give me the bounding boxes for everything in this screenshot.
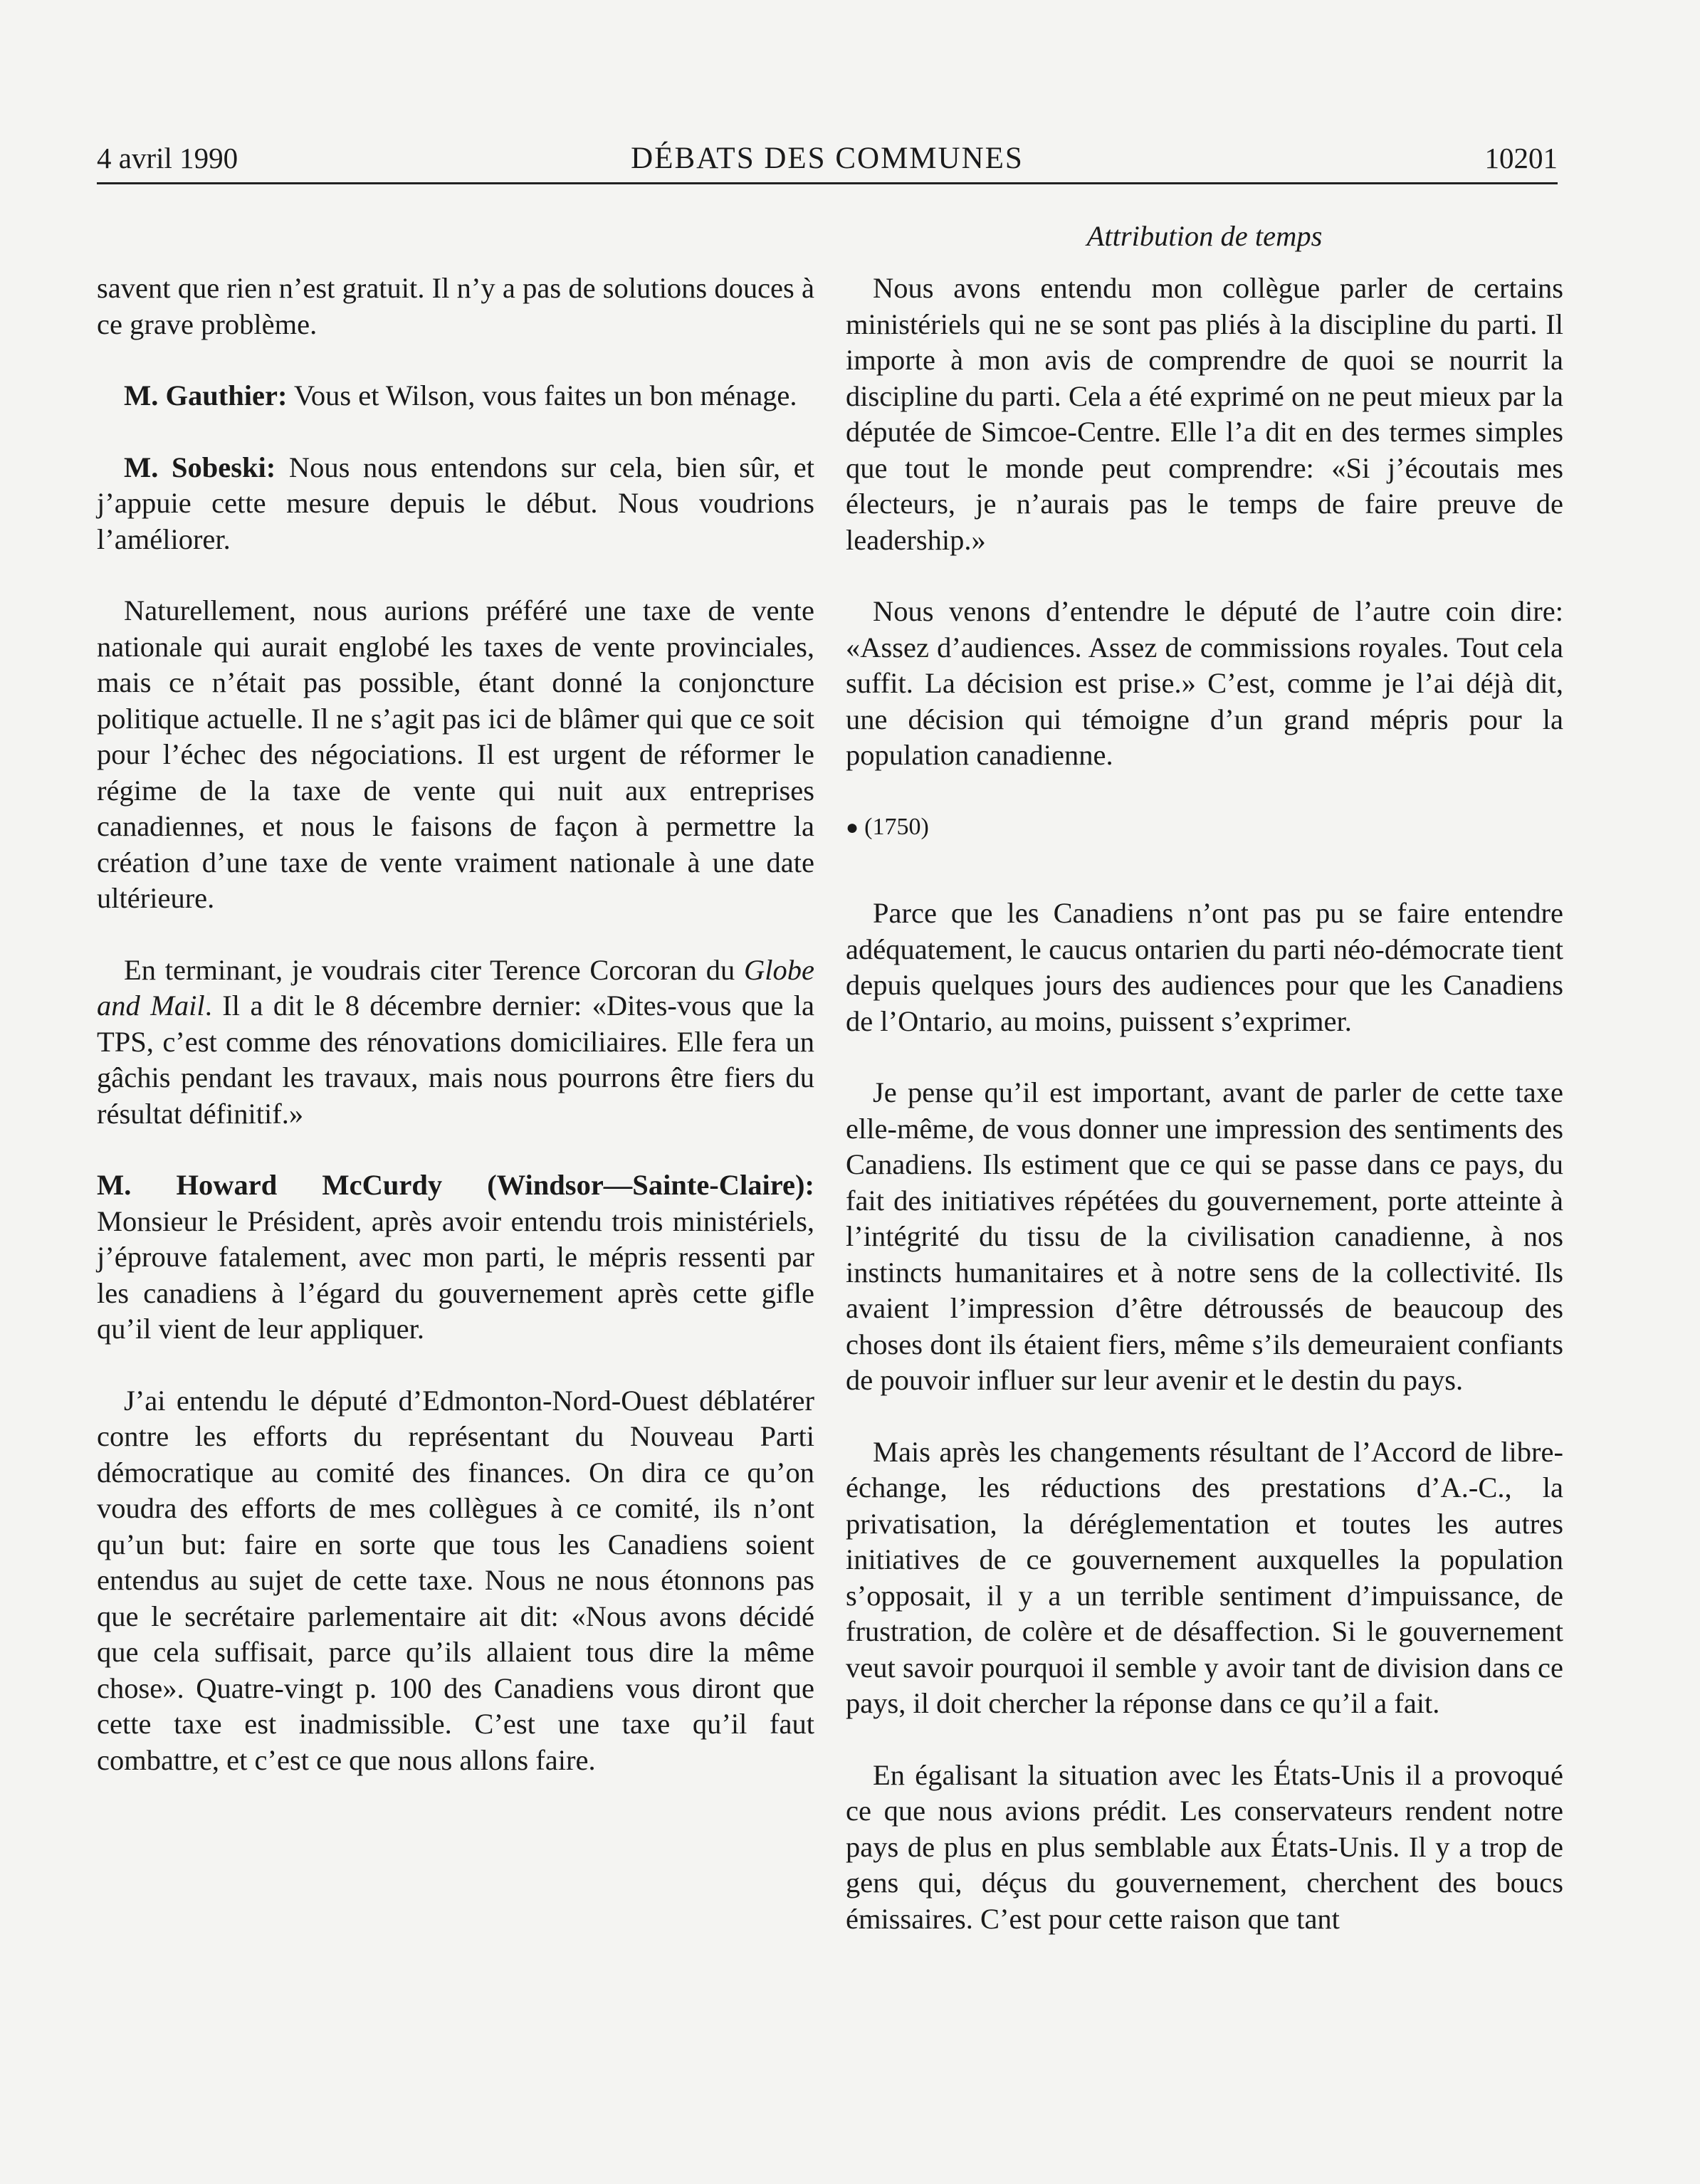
header-date: 4 avril 1990 xyxy=(97,142,238,174)
time-marker xyxy=(846,809,1563,846)
paragraph xyxy=(97,450,814,558)
speech-text: Monsieur le Président, après avoir entendu trois ministériels, j’éprouve fatalement, avec mon parti, le mépris ressenti par les canadiens à l’égard du gouvernement après cette gifle qu’il vient de leur appliquer. xyxy=(97,1204,814,1345)
speech-text: Nous nous entendons sur cela, bien sûr, et j’appuie cette mesure depuis le début. Nous voudrions l’améliorer. xyxy=(97,451,814,555)
paragraph: savent que rien n’est gratuit. Il n’y a pas de solutions douces à ce grave problème. xyxy=(97,272,814,340)
paragraph xyxy=(97,952,814,1133)
speech-text: . Il a dit le 8 décembre dernier: «Dites-vous que la TPS, c’est comme des rénovations domiciliaires. Elle fera un gâchis pendant les travaux, mais nous pourrons être fiers du résultat définitif.» xyxy=(97,989,814,1130)
speaker-name: M. Howard McCurdy (Windsor—Sainte-Claire): xyxy=(97,1169,814,1201)
time-marker-text: (1750) xyxy=(864,813,929,840)
header-page-number: 10201 xyxy=(1484,142,1558,174)
paragraph xyxy=(97,378,814,414)
paragraph xyxy=(97,1167,814,1348)
speech-text: Vous et Wilson, vous faites un bon ménage. xyxy=(287,379,797,411)
paragraph: Nous avons entendu mon collègue parler de certains ministériels qui ne se sont pas pliés à la discipline du parti. Il importe à mon avis de comprendre de quoi se nourrit la discipline du parti. Cela a été exprimé on ne peut mieux par la députée de Simcoe-Centre. Elle l’a dit en des termes simples que tout le monde peut comprendre: «Si j’écoutais mes électeurs, je n’aurais pas le temps de faire preuve de leadership.» xyxy=(846,272,1563,556)
publication-title: Globe and Mail xyxy=(97,953,814,1022)
paragraph: Je pense qu’il est important, avant de parler de cette taxe elle-même, de vous donner une impression des sentiments des Canadiens. Ils estiment que ce qui se passe dans ce pays, du fait des initiatives répétées du gouvernement, porte atteinte à l’intégrité du tissu de la civilisation canadienne, à nos instincts humanitaires et à notre sens de la collectivité. Ils avaient l’impression d’être détroussés de beaucoup des choses dont ils étaient fiers, même s’ils demeuraient confiants de pouvoir influer sur leur avenir et le destin du pays. xyxy=(846,1076,1563,1396)
page-header xyxy=(97,141,1558,184)
paragraph: J’ai entendu le député d’Edmonton-Nord-Ouest déblatérer contre les efforts du représentant du Nouveau Parti démocratique au comité des finances. On dira ce qu’on voudra des efforts de mes collègues à ce comité, ils n’ont qu’un but: faire en sorte que tous les Canadiens soient entendus au sujet de cette taxe. Nous ne nous étonnons pas que le secrétaire parlementaire ait dit: «Nous avons décidé que cela suffisait, parce qu’ils allaient tous dire la même chose». Quatre-vingt p. 100 des Canadiens vous diront que cette taxe est inadmissible. C’est une taxe qu’il faut combattre, et c’est ce que nous allons faire. xyxy=(97,1384,814,1776)
paragraph: Parce que les Canadiens n’ont pas pu se faire entendre adéquatement, le caucus ontarien du parti néo-démocrate tient depuis quelques jours des audiences pour que les Canadiens de l’Ontario, au moins, puissent s’exprimer. xyxy=(846,897,1563,1037)
paragraph: Nous venons d’entendre le député de l’autre coin dire: «Assez d’audiences. Assez de commissions royales. Tout cela suffit. La décision est prise.» C’est, comme je l’ai déjà dit, une décision qui témoigne d’un grand mépris pour la population canadienne. xyxy=(846,595,1563,771)
right-column xyxy=(846,271,1563,1973)
section-title: Attribution de temps xyxy=(1086,220,1323,252)
paragraph: Mais après les changements résultant de l’Accord de libre-échange, les réductions des prestations d’A.-C., la privatisation, la déréglementation et toutes les autres initiatives de ce gouvernement auxquelles la population s’opposait, il y a un terrible sentiment d’impuissance, de frustration, de colère et de désaffection. Si le gouvernement veut savoir pourquoi il semble y avoir tant de division dans ce pays, il doit chercher la réponse dans ce qu’il a fait. xyxy=(846,1435,1563,1719)
bullet-icon: ● xyxy=(846,815,859,839)
header-title: DÉBATS DES COMMUNES xyxy=(631,142,1024,175)
speech-text: En terminant, je voudrais citer Terence Corcoran du xyxy=(124,953,745,986)
speaker-name: M. Gauthier: xyxy=(124,379,288,411)
left-column xyxy=(97,271,814,1814)
paragraph: En égalisant la situation avec les États-Unis il a provoqué ce que nous avions prédit. Les conservateurs rendent notre pays de plus en plus semblable aux États-Unis. Il y a trop de gens qui, déçus du gouvernement, cherchent des boucs émissaires. C’est pour cette raison que tant xyxy=(846,1758,1563,1935)
paragraph: Naturellement, nous aurions préféré une taxe de vente nationale qui aurait englobé les taxes de vente provinciales, mais ce n’était pas possible, étant donné la conjoncture politique actuelle. Il ne s’agit pas ici de blâmer qui que ce soit pour l’échec des négociations. Il est urgent de réformer le régime de la taxe de vente qui nuit aux entreprises canadiennes, et nous le faisons de façon à permettre la création d’une taxe de vente vraiment nationale à une date ultérieure. xyxy=(97,594,814,914)
speaker-name: M. Sobeski: xyxy=(124,451,276,483)
